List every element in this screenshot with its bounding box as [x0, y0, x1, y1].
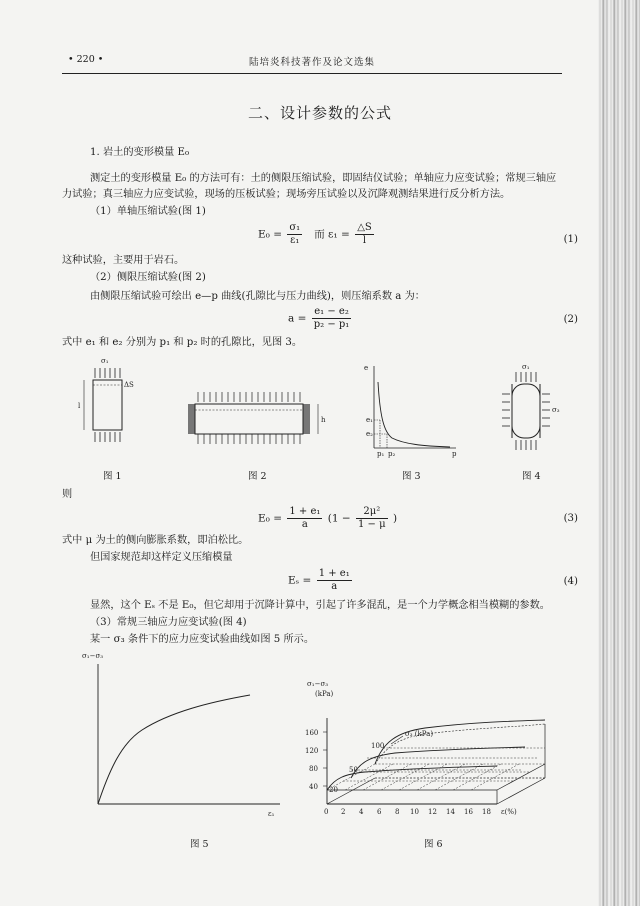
fig6-x-axis-label: ε(%): [501, 808, 517, 816]
list-item: （3）常规三轴应力应变试验(图 4): [90, 617, 247, 628]
equation-3: [258, 506, 397, 531]
equation-1: [258, 222, 376, 247]
eq-text: (1 −: [327, 512, 351, 525]
paragraph-line: 但国家规范却这样定义压缩模量: [90, 552, 233, 563]
fig6-series-label: σ₃ (kPa): [405, 730, 434, 738]
fig6-depth-tick: 20: [329, 786, 338, 794]
fig6-y-axis-label: σ₁−σ₃: [307, 680, 329, 688]
eq-lhs: a =: [288, 312, 307, 325]
eq-lhs: E₀ =: [258, 228, 283, 241]
fig6-ytick: 80: [309, 765, 318, 773]
figure-caption: 图 1: [103, 471, 122, 482]
fig6-xtick: 16: [464, 808, 473, 816]
fig2-h-label: h: [321, 416, 326, 424]
fig6-xtick: 14: [446, 808, 455, 816]
fig6-depth-tick: 100: [371, 742, 385, 750]
equation-4: [288, 568, 354, 593]
fig3-e2-label: e₂: [366, 430, 373, 438]
equation-number: (3): [563, 513, 578, 524]
fig4-s1-label: σ₁: [522, 363, 530, 371]
list-item: （1）单轴压缩试验(图 1): [90, 206, 206, 217]
fig6-xtick: 12: [428, 808, 437, 816]
fig6-xtick: 8: [395, 808, 400, 816]
paragraph-line: 由侧限压缩试验可绘出 e—p 曲线(孔隙比与压力曲线)，则压缩系数 a 为：: [90, 291, 425, 302]
fig3-p2-label: p₂: [388, 450, 396, 458]
figure-caption: 图 5: [190, 839, 209, 850]
figure-2: [182, 386, 332, 452]
eq-numerator: e₁ − e₂: [312, 306, 352, 319]
fig1-sigma-label: σ₁: [101, 357, 109, 365]
fig6-xtick: 18: [482, 808, 491, 816]
figure-1: [75, 356, 145, 451]
book-title: 陆培炎科技著作及论文选集: [248, 57, 375, 68]
eq-lhs: Eₛ =: [288, 574, 312, 587]
fig5-x-axis-label: ε₁: [268, 810, 275, 818]
equation-2: [288, 306, 353, 331]
page-edge-scan: [598, 0, 640, 906]
fig3-e1-label: e₁: [366, 416, 373, 424]
eq-numerator: △S: [357, 222, 372, 233]
eq-numerator: 1 + e₁: [289, 506, 321, 517]
running-header: [62, 54, 562, 70]
paragraph-line: 力试验；真三轴应力应变试验，现场的压板试验；现场旁压试验以及沉降观测结果进行反分析方法。: [62, 189, 511, 200]
paragraph-line: 某一 σ₃ 条件下的应力应变试验曲线如图 5 所示。: [90, 634, 315, 645]
fig1-ds-label: ΔS: [124, 381, 134, 389]
fig4-s3-label: σ₃: [552, 406, 560, 414]
paragraph-line: 这种试验，主要用于岩石。: [62, 255, 185, 266]
header-rule: [62, 73, 562, 74]
equation-number: (2): [563, 314, 578, 325]
eq-numerator: 1 + e₁: [318, 568, 350, 579]
eq-numerator: σ₁: [289, 222, 301, 233]
eq-text: ): [392, 512, 398, 525]
fig6-xtick: 10: [410, 808, 419, 816]
fig5-y-axis-label: σ₁−σ₃: [82, 652, 104, 660]
fig6-depth-tick: 50: [349, 766, 358, 774]
figure-caption: 图 2: [248, 471, 267, 482]
eq-denominator: 1 − μ: [358, 519, 386, 530]
figure-caption: 图 6: [424, 839, 443, 850]
fig3-p1-label: p₁: [377, 450, 385, 458]
fig6-ytick: 160: [305, 729, 319, 737]
equation-number: (1): [563, 234, 578, 245]
fig6-xtick: 2: [341, 808, 346, 816]
subsection-title: 1. 岩土的变形模量 E₀: [90, 147, 190, 158]
fig3-e-axis-label: e: [364, 364, 369, 372]
eq-text: 而 ε₁ =: [314, 228, 350, 241]
list-item: （2）侧限压缩试验(图 2): [90, 272, 206, 283]
eq-denominator: p₂ − p₁: [313, 319, 350, 330]
fig6-y-unit: (kPa): [315, 690, 334, 698]
fig6-xtick: 0: [324, 808, 329, 816]
paragraph-line: 式中 μ 为土的侧向膨胀系数，即泊松比。: [62, 535, 249, 546]
figure-3: [360, 362, 460, 458]
figure-5: [70, 648, 300, 828]
eq-denominator: ε₁: [290, 235, 300, 246]
paragraph-line: 则: [62, 489, 73, 500]
fig6-ytick: 40: [309, 783, 318, 791]
figure-caption: 图 3: [402, 471, 421, 482]
fig1-length-label: l: [78, 402, 81, 410]
eq-lhs: E₀ =: [258, 512, 283, 525]
eq-denominator: a: [331, 581, 338, 592]
fig6-xtick: 6: [377, 808, 382, 816]
figure-caption: 图 4: [522, 471, 541, 482]
paragraph-line: 式中 e₁ 和 e₂ 分别为 p₁ 和 p₂ 时的孔隙比，见图 3。: [62, 337, 303, 348]
eq-denominator: a: [301, 519, 308, 530]
paragraph-line: 显然，这个 Eₛ 不是 E₀，但它却用于沉降计算中，引起了许多混乱，是一个力学概念相当模糊的参数。: [90, 600, 550, 611]
fig6-ytick: 120: [305, 747, 319, 755]
figure-4: [494, 362, 564, 458]
fig3-p-axis-label: p: [452, 450, 457, 458]
paragraph-line: 测定土的变形模量 E₀ 的方法可有：土的侧限压缩试验，即固结仪试验；单轴应力应变试验；常规三轴应: [90, 173, 557, 184]
eq-numerator: 2μ²: [356, 506, 388, 519]
page-number: • 220 •: [68, 54, 104, 65]
figure-6: [305, 678, 560, 823]
fig6-xtick: 4: [359, 808, 364, 816]
equation-number: (4): [563, 576, 578, 587]
eq-denominator: l: [362, 235, 367, 246]
section-title: 二、设计参数的公式: [247, 104, 392, 122]
